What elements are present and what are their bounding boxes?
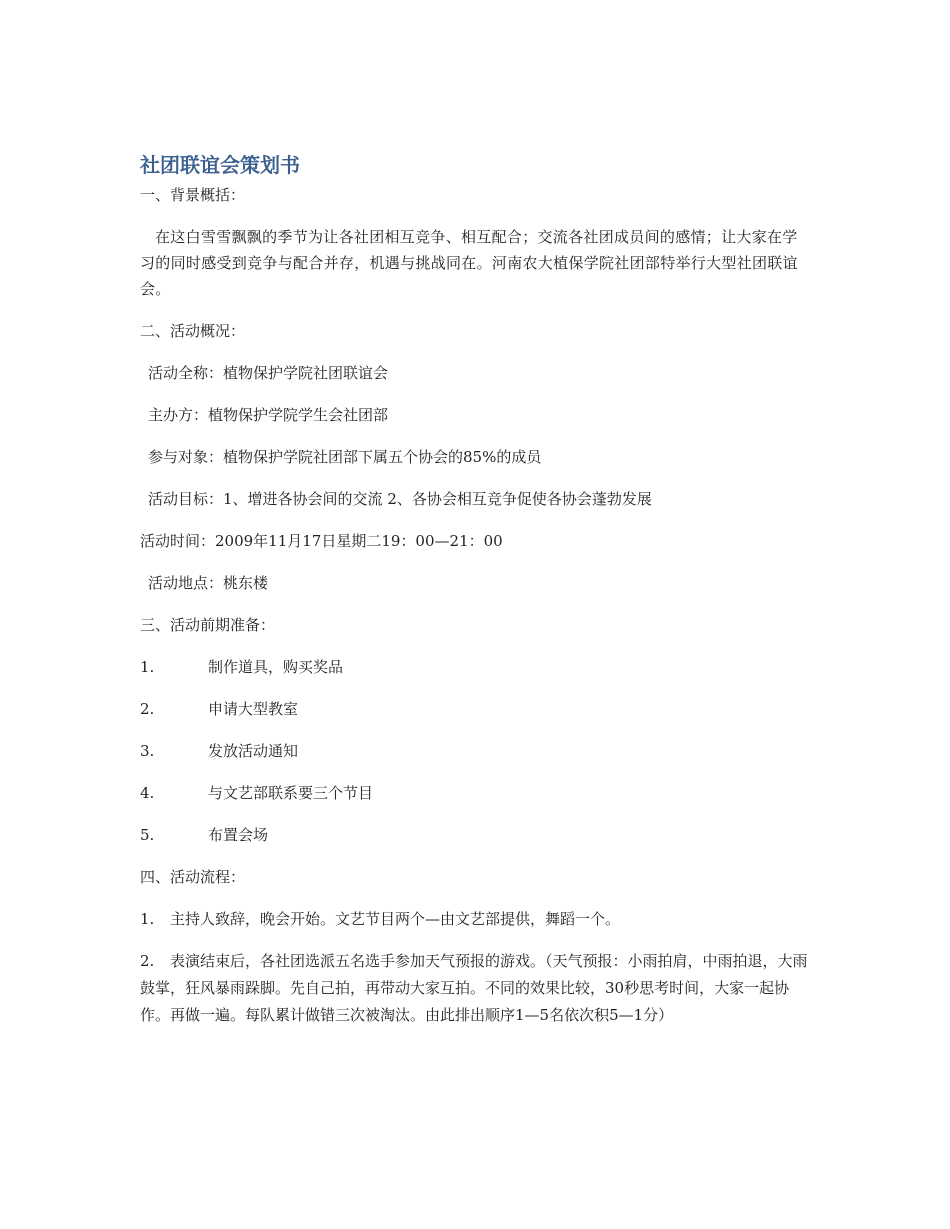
activity-goal: 活动目标：1、增进各协会间的交流 2、各协会相互竞争促使各协会蓬勃发展: [148, 490, 652, 508]
section-heading-overview: 二、活动概况：: [140, 322, 246, 340]
activity-time: 活动时间：2009年11月17日星期二19：00—21：00: [140, 532, 503, 550]
prep-item-text: 与文艺部联系要三个节目: [208, 784, 374, 802]
activity-location: 活动地点：桃东楼: [148, 574, 269, 592]
flow-item: [140, 906, 810, 932]
prep-item-number: 1.: [140, 658, 155, 676]
section-heading-flow: 四、活动流程：: [140, 868, 246, 886]
prep-item: [140, 738, 810, 764]
background-paragraph: 在这白雪雪飘飘的季节为让各社团相互竞争、相互配合；交流各社团成员间的感情；让大家在学习的同时感受到竞争与配合并存，机遇与挑战同在。河南农大植保学院社团部特举行大型社团联谊会。: [140, 228, 798, 298]
prep-item-text: 布置会场: [208, 826, 269, 844]
prep-item: [140, 696, 810, 722]
flow-item-text: 主持人致辞，晚会开始。文艺节目两个—由文艺部提供，舞蹈一个。: [170, 910, 621, 928]
activity-organizer: 主办方：植物保护学院学生会社团部: [148, 406, 389, 424]
activity-full-name: 活动全称：植物保护学院社团联谊会: [148, 364, 389, 382]
section-heading-preparation: 三、活动前期准备：: [140, 616, 276, 634]
activity-participants: 参与对象：植物保护学院社团部下属五个协会的85%的成员: [148, 448, 542, 466]
section-heading-background: 一、背景概括：: [140, 186, 246, 204]
prep-item-number: 3.: [140, 742, 155, 760]
flow-item: [140, 948, 810, 1029]
document-title: 社团联谊会策划书: [140, 153, 300, 177]
flow-item-text: 表演结束后，各社团选派五名选手参加天气预报的游戏。（天气预报：小雨拍肩，中雨拍退，大雨鼓掌，狂风暴雨跺脚。先自己拍，再带动大家互拍。不同的效果比较，30秒思考时间，大家一起协作。再做一遍。每队累计做错三次被淘汰。由此排出顺序1—5名依次积5—1分）: [140, 952, 808, 1024]
prep-item-text: 发放活动通知: [208, 742, 299, 760]
prep-item-text: 制作道具，购买奖品: [208, 658, 344, 676]
prep-item-number: 5.: [140, 826, 155, 844]
flow-item-number: 1.: [140, 910, 155, 928]
prep-item-number: 4.: [140, 784, 155, 802]
prep-item: [140, 822, 810, 848]
prep-item-number: 2.: [140, 700, 155, 718]
document-page: [140, 150, 810, 1029]
prep-item-text: 申请大型教室: [208, 700, 299, 718]
flow-item-number: 2.: [140, 952, 155, 970]
prep-item: [140, 654, 810, 680]
prep-item: [140, 780, 810, 806]
